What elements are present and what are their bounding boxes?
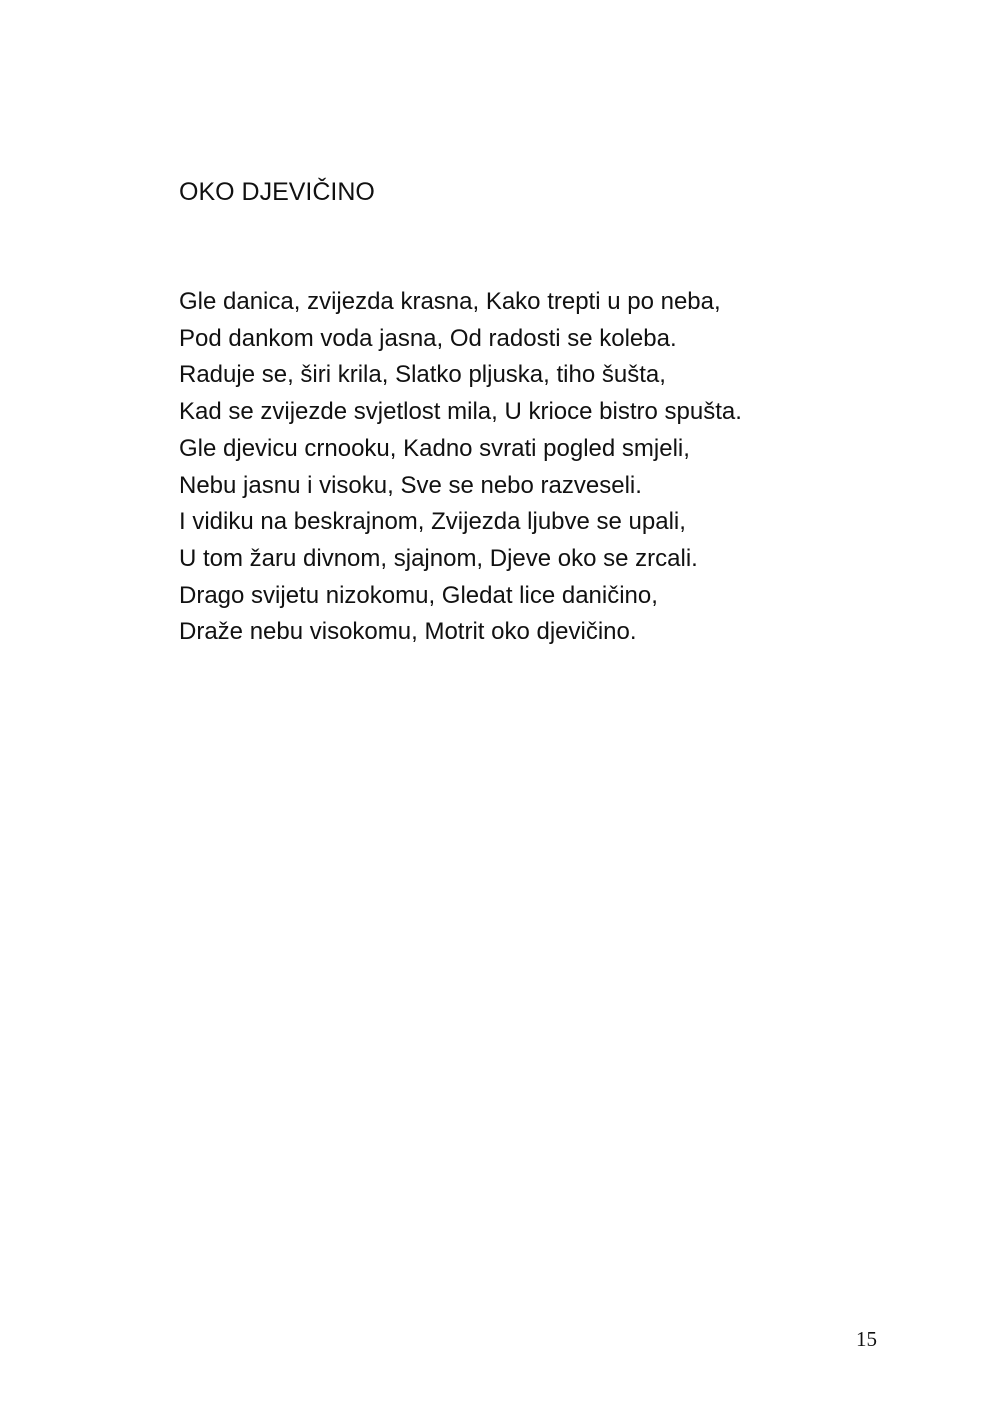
poem-body (179, 284, 742, 651)
poem-line: Gle danica, zvijezda krasna, Kako trepti u po neba, (179, 288, 721, 315)
poem-line: Gle djevicu crnooku, Kadno svrati pogled smjeli, (179, 434, 690, 462)
poem-line: Drago svijetu nizokomu, Gledat lice daničino, (179, 581, 658, 609)
poem-line: Kad se zvijezde svjetlost mila, U krioce bistro spušta. (179, 398, 742, 426)
poem-title: OKO DJEVIČINO (179, 178, 375, 206)
poem-line: Pod dankom voda jasna, Od radosti se koleba. (179, 324, 677, 352)
poem-line: Nebu jasnu i visoku, Sve se nebo razveseli. (179, 471, 642, 499)
poem-line: I vidiku na beskrajnom, Zvijezda ljubve se upali, (179, 508, 686, 536)
page-number: 15 (856, 1327, 877, 1351)
poem-line: Draže nebu visokomu, Motrit oko djevičino. (179, 618, 637, 646)
poem-line: Raduje se, širi krila, Slatko pljuska, tiho šušta, (179, 361, 666, 389)
poem-line: U tom žaru divnom, sjajnom, Djeve oko se zrcali. (179, 544, 698, 572)
